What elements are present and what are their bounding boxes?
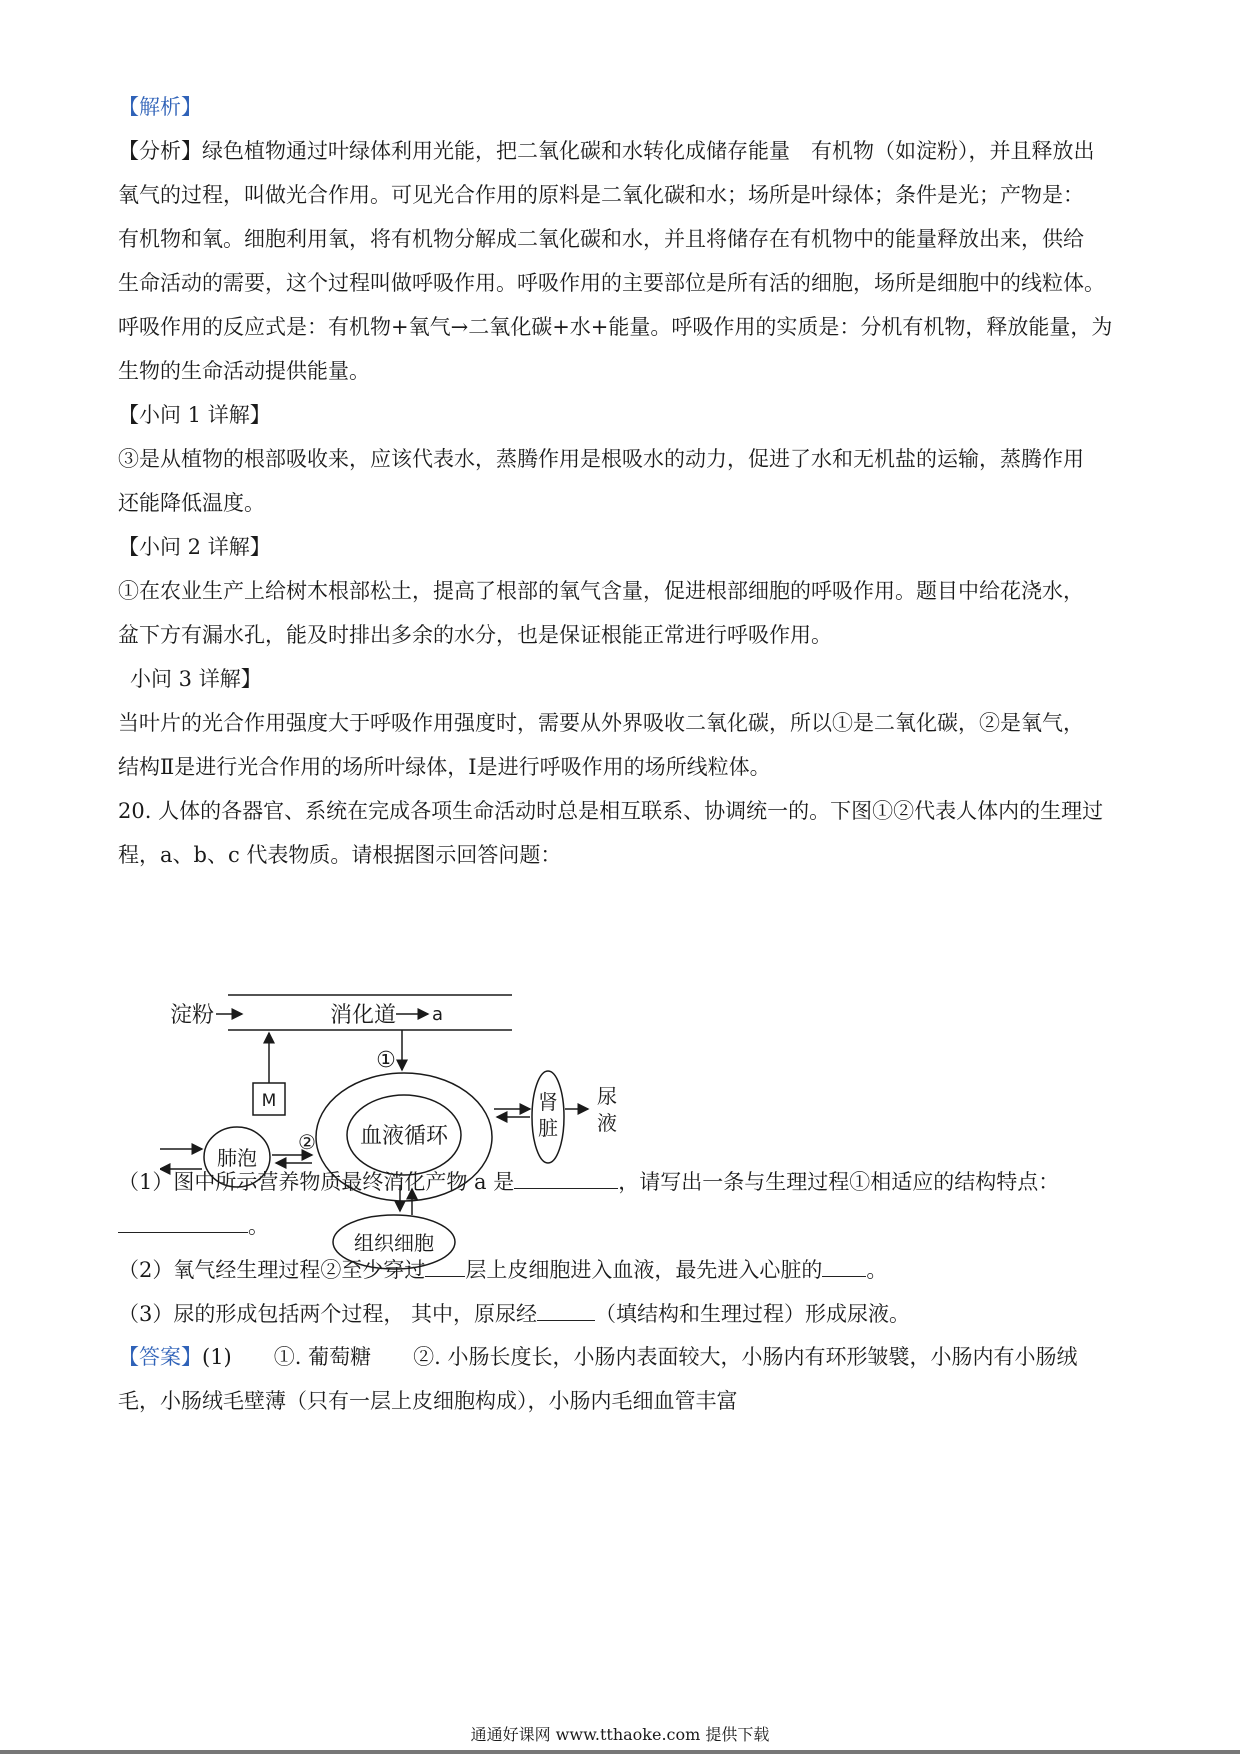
kidney-label: 肾 [538,1090,558,1114]
question-text: （填结构和生理过程）形成尿液。 [595,1302,911,1326]
substance-a-label: a [432,1004,444,1025]
question-text: （2）氧气经生理过程②至少穿过 [118,1258,426,1282]
question-text: ，请写出一条与生理过程①相适应的结构特点： [618,1170,1060,1194]
process-1-label: ① [376,1048,396,1073]
answer-blank [425,1254,465,1277]
question-text: 。 [866,1258,888,1282]
question-text: （3）尿的形成包括两个过程， 其中，原尿经 [118,1302,538,1326]
question-20-stem: 程，a、b、c 代表物质。请根据图示回答问题： [118,843,562,867]
subquestion-1-line: ③是从植物的根部吸收来，应该代表水，蒸腾作用是根吸水的动力，促进了水和无机盐的运输，蒸腾作用 [118,447,1084,471]
page-footer: 通通好课网 www.tthaoke.com 提供下载 [470,1725,770,1744]
subquestion-2-line: 盆下方有漏水孔，能及时排出多余的水分，也是保证根能正常进行呼吸作用。 [118,623,832,647]
question-20-part-1-cont [118,1210,269,1241]
subquestion-1-line: 还能降低温度。 [118,491,265,515]
answer-label: 【答案】 [118,1345,202,1369]
answer-blank [537,1298,595,1321]
answer-blank [822,1254,866,1277]
digestive-tract-label: 消化道 [330,1003,397,1028]
answer-text: (1) ①. 葡萄糖 ②. 小肠长度长，小肠内表面较大，小肠内有环形皱襞，小肠内有小肠绒 [202,1345,1078,1369]
question-text: （1）图中所示营养物质最终消化产物 a 是 [118,1170,515,1194]
urine-label: 尿 [597,1084,617,1108]
tissue-cells-label: 组织细胞 [354,1231,434,1255]
gland-m-label: M [261,1091,277,1111]
subquestion-1-title: 【小问 1 详解】 [118,403,271,427]
answer-line [118,1342,1077,1372]
process-2-label: ② [298,1130,316,1154]
analysis-paragraph-line: 生物的生命活动提供能量。 [118,359,370,383]
subquestion-2-line: ①在农业生产上给树木根部松土，提高了根部的氧气含量，促进根部细胞的呼吸作用。题目中给花浇水， [118,579,1084,603]
answer-blank [514,1166,618,1189]
subquestion-3-line: 结构Ⅱ是进行光合作用的场所叶绿体，I是进行呼吸作用的场所线粒体。 [118,755,771,779]
physiology-diagram [160,985,720,1295]
bottom-divider [0,1750,1240,1754]
starch-label: 淀粉 [170,1003,215,1028]
analysis-paragraph-line: 【分析】绿色植物通过叶绿体利用光能，把二氧化碳和水转化成储存能量 有机物（如淀粉），并且释放出 [118,139,1095,163]
question-20-part-2 [118,1254,887,1285]
question-text: 层上皮细胞进入血液，最先进入心脏的 [465,1258,823,1282]
alveoli-label: 肺泡 [217,1146,257,1170]
question-text: 。 [248,1214,269,1238]
subquestion-3-title: 小问 3 详解】 [130,667,262,691]
analysis-paragraph-line: 氧气的过程，叫做光合作用。可见光合作用的原料是二氧化碳和水；场所是叶绿体；条件是光；产物是： [118,183,1084,207]
answer-blank [118,1210,248,1233]
analysis-paragraph-line: 生命活动的需要，这个过程叫做呼吸作用。呼吸作用的主要部位是所有活的细胞，场所是细胞中的线粒体。 [118,271,1105,295]
kidney-label: 脏 [538,1116,558,1140]
subquestion-2-title: 【小问 2 详解】 [118,535,271,559]
analysis-paragraph-line: 有机物和氧。细胞利用氧，将有机物分解成二氧化碳和水，并且将储存在有机物中的能量释放出来，供给 [118,227,1084,251]
question-20-part-1 [118,1166,1059,1197]
subquestion-3-line: 当叶片的光合作用强度大于呼吸作用强度时，需要从外界吸收二氧化碳，所以①是二氧化碳，②是氧气， [118,711,1084,735]
urine-label: 液 [597,1111,617,1135]
question-20-stem: 20. 人体的各器官、系统在完成各项生命活动时总是相互联系、协调统一的。下图①②代表人体内的生理过 [118,799,1104,823]
question-20-part-3 [118,1298,910,1329]
answer-line: 毛，小肠绒毛壁薄（只有一层上皮细胞构成），小肠内毛细血管丰富 [118,1389,738,1413]
blood-circulation-label: 血液循环 [359,1124,449,1149]
analysis-header: 【解析】 [118,95,202,119]
analysis-paragraph-line: 呼吸作用的反应式是：有机物+氧气→二氧化碳+水+能量。呼吸作用的实质是：分机有机物，释放能量，为 [118,315,1113,339]
